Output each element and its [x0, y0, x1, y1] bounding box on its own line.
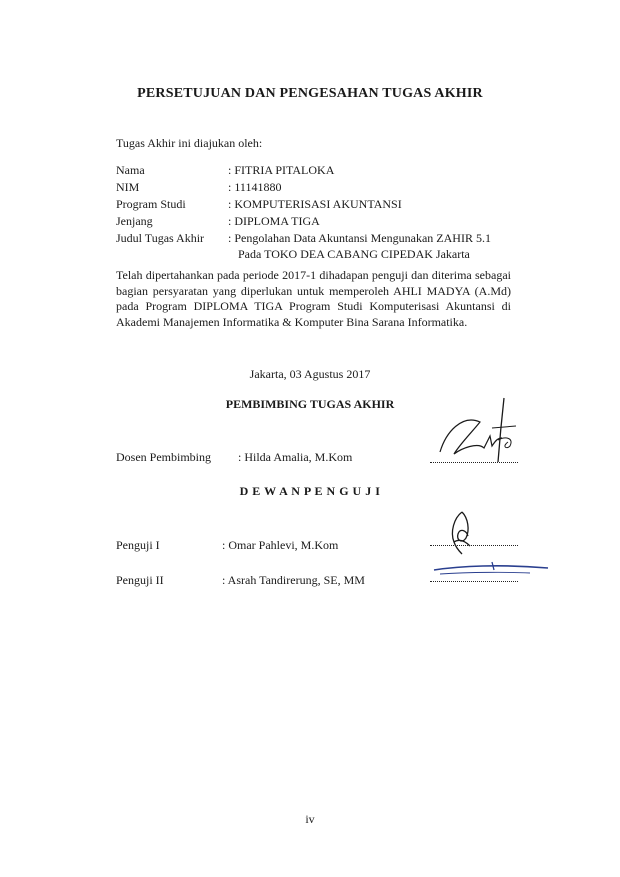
penguji-1-label: Penguji I: [116, 538, 160, 552]
penguji-1-value: : Omar Pahlevi, M.Kom: [222, 538, 339, 552]
field-label-nama: Nama: [116, 163, 145, 177]
field-value-judul: : Pengolahan Data Akuntansi Mengunakan ZAHIR 5.1: [228, 231, 491, 245]
field-label-judul: Judul Tugas Akhir: [116, 231, 205, 245]
defense-statement: Telah dipertahankan pada periode 2017-1 dihadapan penguji dan diterima sebagai bagian persyaratan yang diperlukan untuk memperoleh AHLI MADYA (A.Md) pada Program DIPLOMA TIGA Program Studi Komputerisasi Akuntansi di Akademi Manajemen Informatika & Komputer Bina Sarana Informatika.: [116, 268, 511, 329]
penguji-2-label: Penguji II: [116, 573, 164, 587]
field-value-nim: : 11141880: [228, 180, 282, 194]
field-label-program-studi: Program Studi: [116, 197, 186, 211]
penguji-2-signature-line: [430, 581, 518, 582]
field-value-program-studi: : KOMPUTERISASI AKUNTANSI: [228, 197, 402, 211]
page-title: PERSETUJUAN DAN PENGESAHAN TUGAS AKHIR: [137, 86, 483, 101]
intro-text: Tugas Akhir ini diajukan oleh:: [116, 136, 263, 150]
pembimbing-heading: PEMBIMBING TUGAS AKHIR: [225, 397, 395, 411]
field-value-jenjang: : DIPLOMA TIGA: [228, 214, 320, 228]
dosen-value: : Hilda Amalia, M.Kom: [238, 450, 353, 464]
field-value-nama: : FITRIA PITALOKA: [228, 163, 335, 177]
dosen-signature: [432, 392, 528, 468]
field-label-nim: NIM: [116, 180, 140, 194]
field-label-jenjang: Jenjang: [116, 214, 153, 228]
page-number: iv: [305, 812, 315, 826]
penguji-2-value: : Asrah Tandirerung, SE, MM: [222, 573, 365, 587]
penguji-2-signature: [430, 558, 552, 578]
penguji-heading: D E W A N P E N G U J I: [239, 484, 381, 498]
place-date: Jakarta, 03 Agustus 2017: [249, 367, 371, 381]
penguji-1-signature: [440, 508, 480, 558]
dosen-label: Dosen Pembimbing: [116, 450, 211, 464]
field-value-judul-line2: Pada TOKO DEA CABANG CIPEDAK Jakarta: [238, 247, 470, 261]
